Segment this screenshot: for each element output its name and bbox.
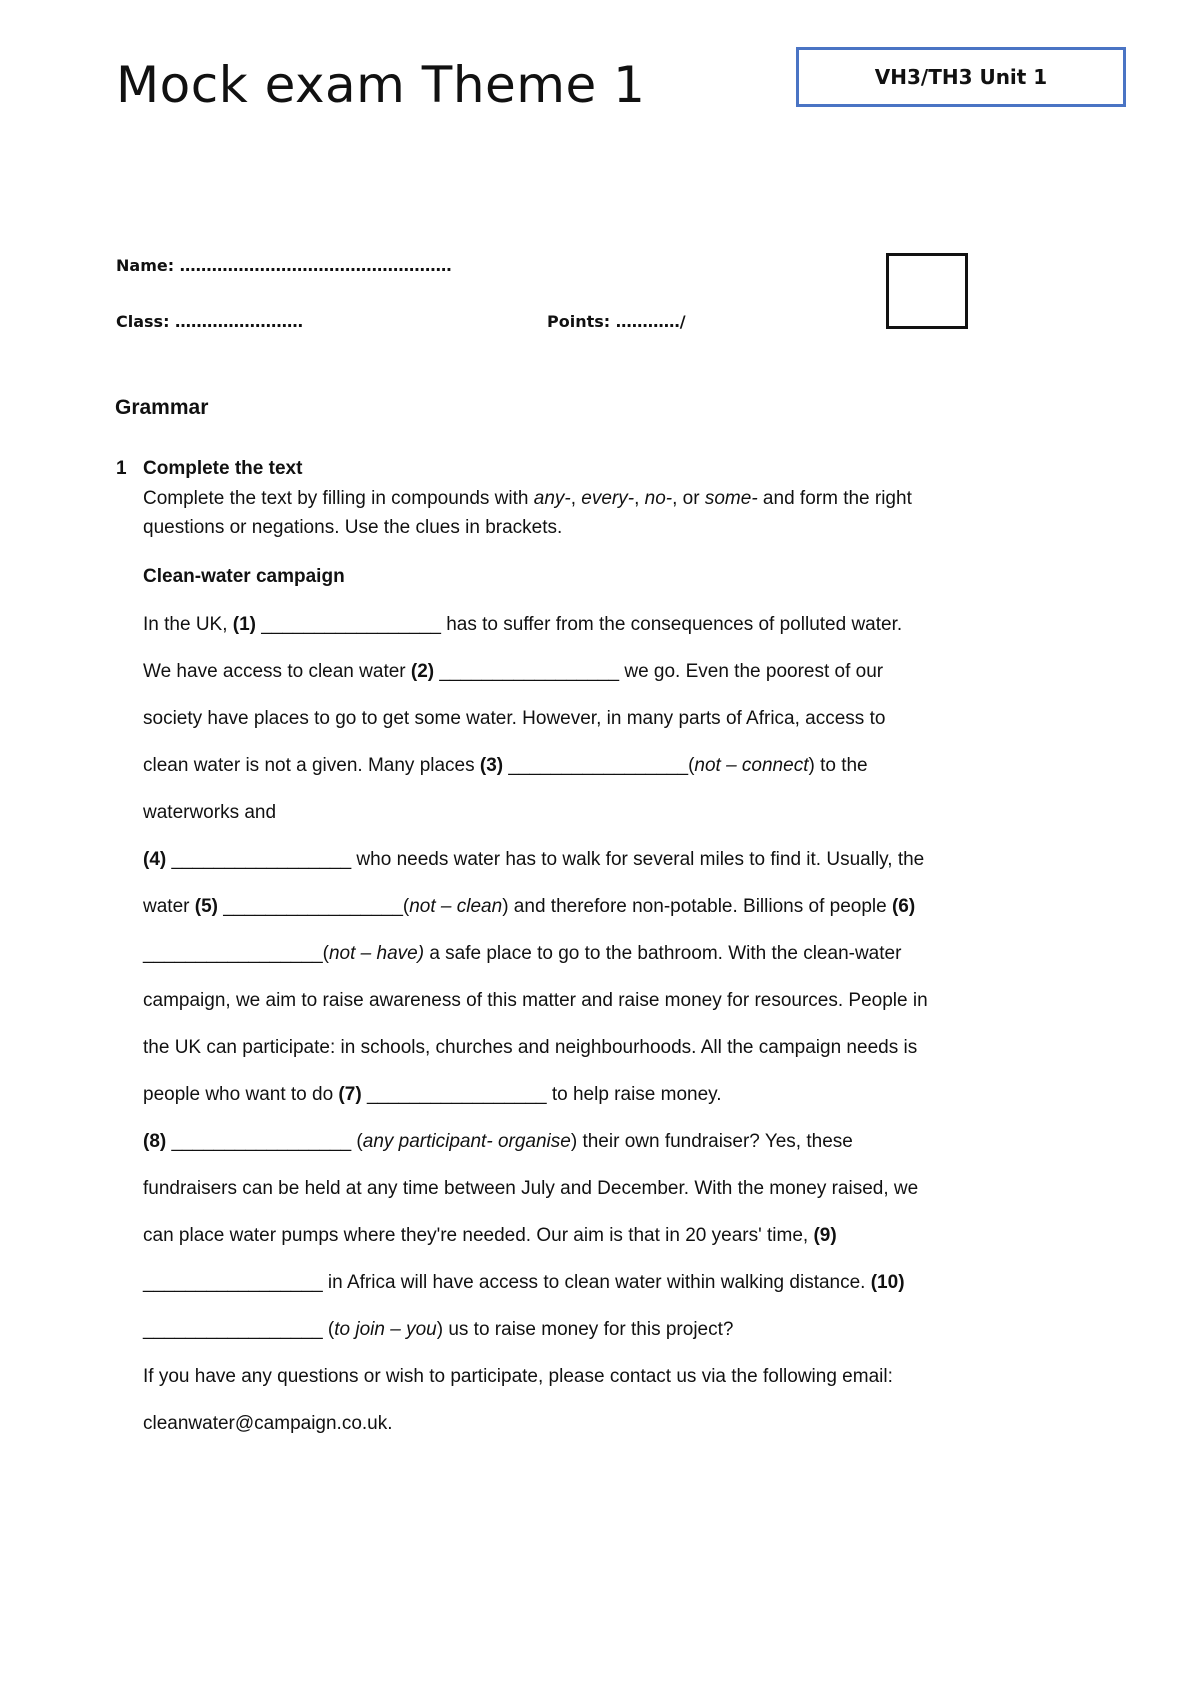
- blank-2[interactable]: _________________: [439, 661, 620, 682]
- exercise-title: Complete the text: [143, 458, 303, 479]
- blank-10[interactable]: _________________: [143, 1319, 323, 1340]
- passage-line: We have access to clean water (2) _________________ we go. Even the poorest of our: [143, 661, 884, 682]
- blank-5[interactable]: _________________: [223, 896, 403, 917]
- blank-4[interactable]: _________________: [171, 849, 352, 870]
- exercise-number: 1: [116, 458, 127, 479]
- passage-line: In the UK, (1) _________________ has to suffer from the consequences of polluted water.: [143, 614, 903, 635]
- class-field: Class: ……………………: [116, 312, 304, 331]
- passage-line: can place water pumps where they're needed. Our aim is that in 20 years' time, (9): [143, 1225, 837, 1246]
- passage-line: people who want to do (7) _________________ to help raise money.: [143, 1084, 722, 1105]
- exercise-instructions: Complete the text by filling in compounds with any-, every-, no-, or some- and form the right questions or negations. Use the clues in brackets.: [143, 488, 912, 538]
- score-box: [886, 253, 968, 329]
- blank-3[interactable]: _________________: [508, 755, 689, 776]
- passage-line: clean water is not a given. Many places (3) _________________(not – connect) to the: [143, 755, 868, 776]
- section-heading: Grammar: [115, 396, 209, 419]
- passage-heading: Clean-water campaign: [143, 566, 345, 587]
- passage-line: society have places to go to get some water. However, in many parts of Africa, access to: [143, 708, 886, 729]
- contact-email[interactable]: cleanwater@campaign.co.uk.: [143, 1413, 393, 1434]
- passage-line: If you have any questions or wish to participate, please contact us via the following email:: [143, 1366, 893, 1387]
- blank-6[interactable]: _________________: [143, 943, 323, 964]
- passage-line: _________________(not – have) a safe place to go to the bathroom. With the clean-water: [143, 943, 902, 964]
- passage-line: _________________ in Africa will have access to clean water within walking distance. (10): [143, 1272, 905, 1293]
- passage-line: _________________ (to join – you) us to raise money for this project?: [143, 1319, 734, 1340]
- blank-7[interactable]: _________________: [366, 1084, 547, 1105]
- passage-line: (8) _________________ (any participant- organise) their own fundraiser? Yes, these: [143, 1131, 853, 1152]
- passage: [143, 610, 1023, 1456]
- passage-line: water (5) _________________(not – clean) and therefore non-potable. Billions of people (6): [143, 896, 916, 917]
- passage-line: fundraisers can be held at any time between July and December. With the money raised, we: [143, 1178, 919, 1199]
- blank-1[interactable]: _________________: [261, 614, 441, 635]
- passage-line: campaign, we aim to raise awareness of this matter and raise money for resources. People in: [143, 990, 928, 1011]
- passage-line: waterworks and: [143, 802, 277, 823]
- unit-box: VH3/TH3 Unit 1: [796, 47, 1126, 107]
- blank-9[interactable]: _________________: [143, 1272, 323, 1293]
- points-field: Points: …………/: [547, 312, 686, 331]
- name-field: Name: ……………………………………………: [116, 256, 452, 275]
- page-title: Mock exam Theme 1: [116, 56, 646, 114]
- passage-line: the UK can participate: in schools, churches and neighbourhoods. All the campaign needs is: [143, 1037, 918, 1058]
- passage-line: (4) _________________ who needs water has to walk for several miles to find it. Usually, the: [143, 849, 925, 870]
- blank-8[interactable]: _________________: [171, 1131, 352, 1152]
